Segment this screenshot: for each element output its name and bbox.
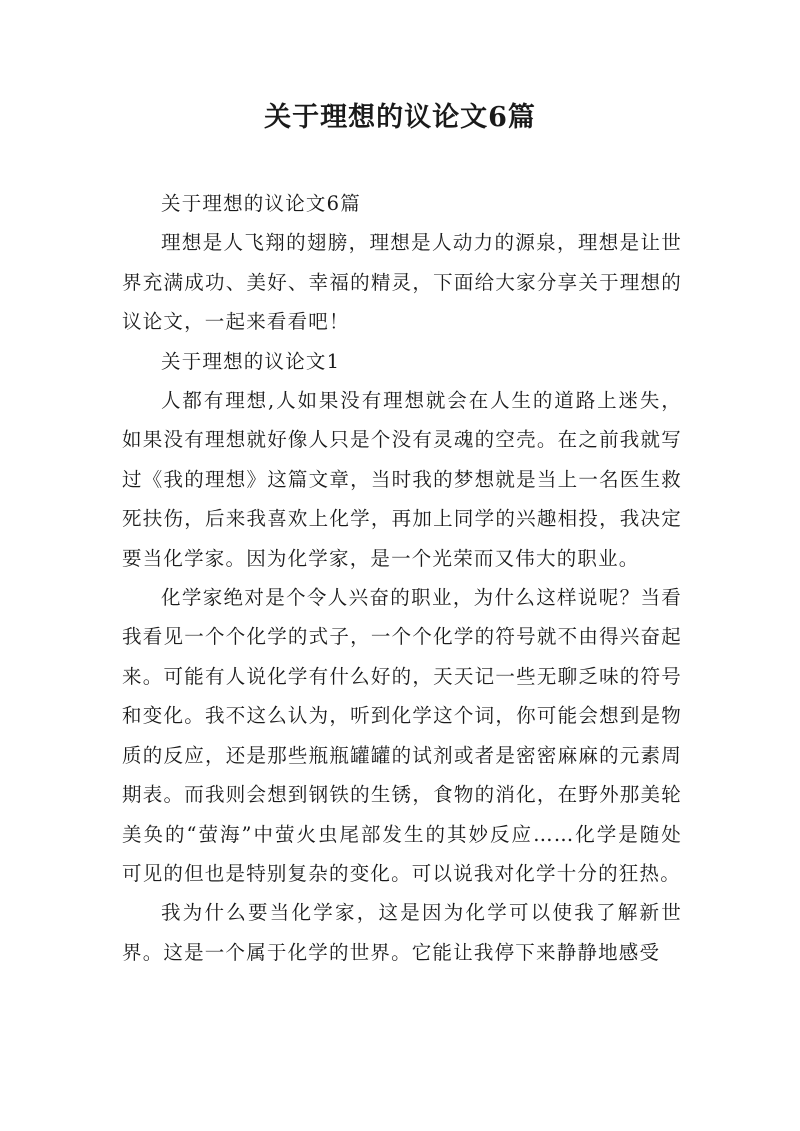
document-body bbox=[122, 184, 682, 972]
body-paragraph-1: 人都有理想,人如果没有理想就会在人生的道路上迷失，如果没有理想就好像人只是个没有灵魂的空壳。在之前我就写过《我的理想》这篇文章，当时我的梦想就是当上一名医生救死扶伤，后来我喜欢上化学，再加上同学的兴趣相投，我决定要当化学家。因为化学家，是一个光荣而又伟大的职业。 bbox=[122, 389, 682, 570]
document-title: 关于理想的议论文6篇 bbox=[264, 102, 536, 133]
section-heading: 关于理想的议论文1 bbox=[161, 349, 341, 373]
intro-paragraph: 理想是人飞翔的翅膀，理想是人动力的源泉，理想是让世界充满成功、美好、幸福的精灵，下面给大家分享关于理想的议论文，一起来看看吧！ bbox=[122, 231, 682, 334]
body-paragraph-3: 我为什么要当化学家，这是因为化学可以使我了解新世界。这是一个属于化学的世界。它能让我停下来静静地感受 bbox=[122, 901, 682, 964]
body-paragraph-2: 化学家绝对是个令人兴奋的职业，为什么这样说呢？当看我看见一个个化学的式子，一个个化学的符号就不由得兴奋起来。可能有人说化学有什么好的，天天记一些无聊乏味的符号和变化。我不这么认为，听到化学这个词，你可能会想到是物质的反应，还是那些瓶瓶罐罐的试剂或者是密密麻麻的元素周期表。而我则会想到钢铁的生锈，食物的消化，在野外那美轮美奂的“萤海”中萤火虫尾部发生的其妙反应……化学是随处可见的但也是特别复杂的变化。可以说我对化学十分的狂热。 bbox=[122, 586, 682, 885]
document-subtitle: 关于理想的议论文6篇 bbox=[161, 192, 361, 215]
